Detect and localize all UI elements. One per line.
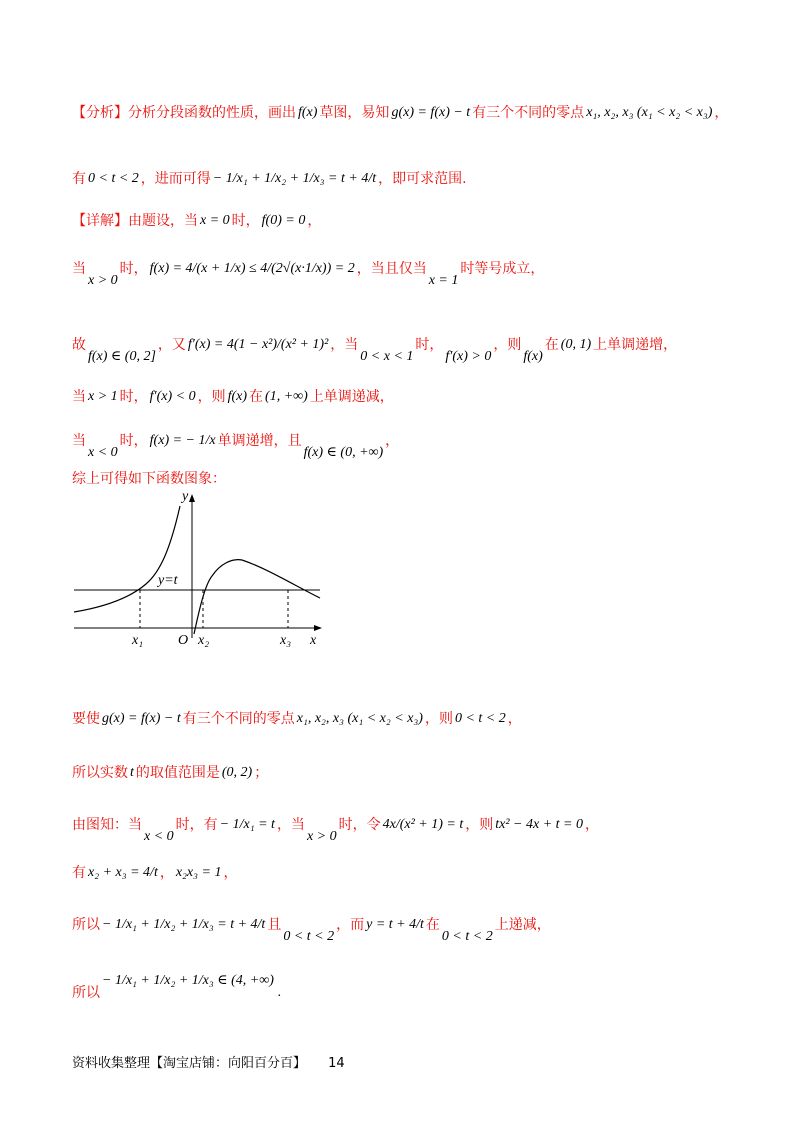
text: 时， (119, 433, 148, 449)
analysis-text-d: ， (714, 105, 729, 121)
line-conclusion-2 (72, 766, 760, 780)
x-axis-arrow (314, 625, 322, 631)
text: 的取值范围是 (135, 765, 220, 781)
text: 上递减， (494, 917, 551, 933)
line-detail-4 (72, 390, 760, 404)
text: ， (223, 865, 238, 881)
function-graph (70, 488, 330, 648)
text: ，而 (336, 917, 365, 933)
line-detail-5 (72, 433, 760, 460)
math-f0: f(0) = 0 (261, 213, 306, 228)
math-interval-1-inf: (1, +∞) (265, 389, 308, 404)
text: 有 (72, 171, 86, 187)
line-conclusion-6 (72, 973, 760, 1001)
math-inequality: f(x) = 4/(x + 1/x) ≤ 4/(2√(x·1/x)) = 2 (149, 261, 355, 276)
text: 故 (72, 337, 86, 353)
line-conclusion-5 (72, 917, 760, 944)
text: 要使 (72, 711, 100, 727)
text: 时， (119, 389, 148, 405)
label-x2: x₂ (198, 633, 210, 648)
text: ， (584, 817, 599, 833)
footer-source: 资料收集整理【淘宝店铺：向阳百分百】 (72, 1056, 307, 1071)
text: ， (385, 433, 400, 449)
text: 时， (231, 213, 260, 229)
text: ，当 (330, 337, 359, 353)
text: 时，令 (338, 817, 381, 833)
text: 在 (249, 389, 264, 405)
line-graph-intro (72, 472, 760, 486)
math-range-0-inf: f(x) ∈ (0, +∞) (303, 445, 384, 460)
math-zeros: x₁, x₂, x₃ (x₁ < x₂ < x₃) (586, 105, 713, 120)
math-vieta-sum: x₂ + x₃ = 4/t (88, 865, 158, 880)
text: 当 (72, 389, 86, 405)
text: 时，有 (175, 817, 218, 833)
text: 综上可得如下函数图象： (72, 471, 226, 487)
math-quadratic: tx² − 4x + t = 0 (495, 817, 583, 832)
line-analysis-2 (72, 172, 760, 186)
text: . (277, 985, 282, 1000)
text: ，则 (424, 711, 453, 727)
math-deriv-pos: f′(x) > 0 (445, 349, 492, 364)
analysis-text-b: 草图，易知 (319, 105, 390, 121)
math-x-gt-0: x > 0 (88, 273, 118, 288)
text: 单调递增，且 (217, 433, 302, 449)
curve-right-branch (194, 560, 320, 634)
line-detail-2 (72, 261, 760, 288)
math-fx: f(x) (298, 105, 318, 120)
math-x-lt-0: x < 0 (144, 829, 174, 844)
math-t-range: 0 < t < 2 (454, 711, 506, 726)
analysis-text-a: 【分析】分析分段函数的性质，画出 (72, 105, 296, 121)
label-origin: O (178, 633, 189, 648)
math-x-eq-0: x = 0 (200, 213, 230, 228)
label-y-axis: y (182, 489, 189, 504)
math-y-func: y = t + 4/t (366, 917, 424, 932)
text: 所以实数 (72, 765, 128, 781)
math-range: f(x) ∈ (0, 2] (88, 349, 156, 364)
text: 当 (72, 433, 86, 449)
math-neg-recip: f(x) = − 1/x (149, 433, 216, 448)
math-x-eq-1: x = 1 (428, 273, 459, 288)
line-conclusion-4 (72, 866, 760, 880)
math-final-range: − 1/x₁ + 1/x₂ + 1/x₃ ∈ (4, +∞) (102, 973, 274, 988)
math-interval-0-2: (0, 2) (221, 765, 253, 780)
label-x-axis: x (310, 633, 317, 648)
math-gx: g(x) = f(x) − t (391, 105, 471, 120)
math-t: t (130, 765, 134, 780)
math-gx: g(x) = f(x) − t (102, 711, 181, 726)
math-interval-01: (0, 1) (560, 337, 592, 352)
text: ， (507, 711, 522, 727)
line-detail-1 (72, 214, 760, 228)
page-number: 14 (328, 1056, 345, 1071)
text: 在 (544, 337, 559, 353)
text: ，当且仅当 (356, 261, 427, 277)
math-equation: 4x/(x² + 1) = t (382, 817, 464, 832)
text: ，当 (276, 817, 305, 833)
text: ， (159, 865, 174, 881)
text: 所以 (72, 917, 100, 933)
math-neg-recip-x1: − 1/x₁ = t (219, 817, 275, 832)
text: 在 (425, 917, 440, 933)
math-zeros: x₁, x₂, x₃ (x₁ < x₂ < x₃) (296, 711, 423, 726)
math-t-range: 0 < t < 2 (88, 171, 139, 186)
text: 有三个不同的零点 (182, 711, 295, 727)
math-vieta-product: x₂x₃ = 1 (175, 865, 222, 880)
math-interval: 0 < x < 1 (360, 349, 414, 364)
text: 【详解】由题设，当 (72, 213, 198, 229)
math-t-range: 0 < t < 2 (441, 929, 493, 944)
text: ，则 (465, 817, 494, 833)
text: 由图知：当 (72, 817, 142, 833)
math-sum-reciprocal: − 1/x₁ + 1/x₂ + 1/x₃ = t + 4/t (102, 917, 266, 932)
label-y-eq-t: y=t (158, 573, 178, 588)
math-fx: f(x) (227, 389, 248, 404)
math-deriv-neg: f′(x) < 0 (149, 389, 196, 404)
label-x3: x₃ (280, 633, 292, 648)
math-derivative: f′(x) = 4(1 − x²)/(x² + 1)² (187, 337, 329, 352)
math-x-gt-0: x > 0 (306, 829, 337, 844)
math-x-gt-1: x > 1 (88, 389, 118, 404)
line-detail-3 (72, 337, 760, 364)
text: ； (254, 765, 269, 781)
y-axis-arrow (189, 494, 195, 502)
text: 上单调递增， (593, 337, 678, 353)
math-t-range: 0 < t < 2 (283, 929, 335, 944)
text: 时等号成立， (460, 261, 545, 277)
line-conclusion-3 (72, 817, 760, 844)
text: ，则 (197, 389, 226, 405)
text: 时， (119, 261, 148, 277)
analysis-text-c: 有三个不同的零点 (472, 105, 585, 121)
text: ，进而可得 (140, 171, 211, 187)
line-analysis (72, 106, 760, 120)
line-conclusion-1 (72, 712, 760, 726)
math-x-lt-0: x < 0 (88, 445, 118, 460)
math-sum-reciprocal: − 1/x₁ + 1/x₂ + 1/x₃ = t + 4/t (212, 171, 377, 186)
text: ， (307, 213, 322, 229)
label-x1: x₁ (132, 633, 144, 648)
curve-left-branch (74, 506, 180, 612)
text: 上单调递减， (309, 389, 394, 405)
text: 且 (267, 917, 282, 933)
math-fx: f(x) (523, 349, 543, 364)
text: 时， (415, 337, 444, 353)
text: 当 (72, 261, 86, 277)
text: ，又 (157, 337, 186, 353)
text: ，即可求范围. (378, 171, 467, 187)
text: 所以 (72, 985, 100, 1001)
page-footer (72, 1052, 345, 1071)
text: ，则 (493, 337, 522, 353)
text: 有 (72, 865, 86, 881)
